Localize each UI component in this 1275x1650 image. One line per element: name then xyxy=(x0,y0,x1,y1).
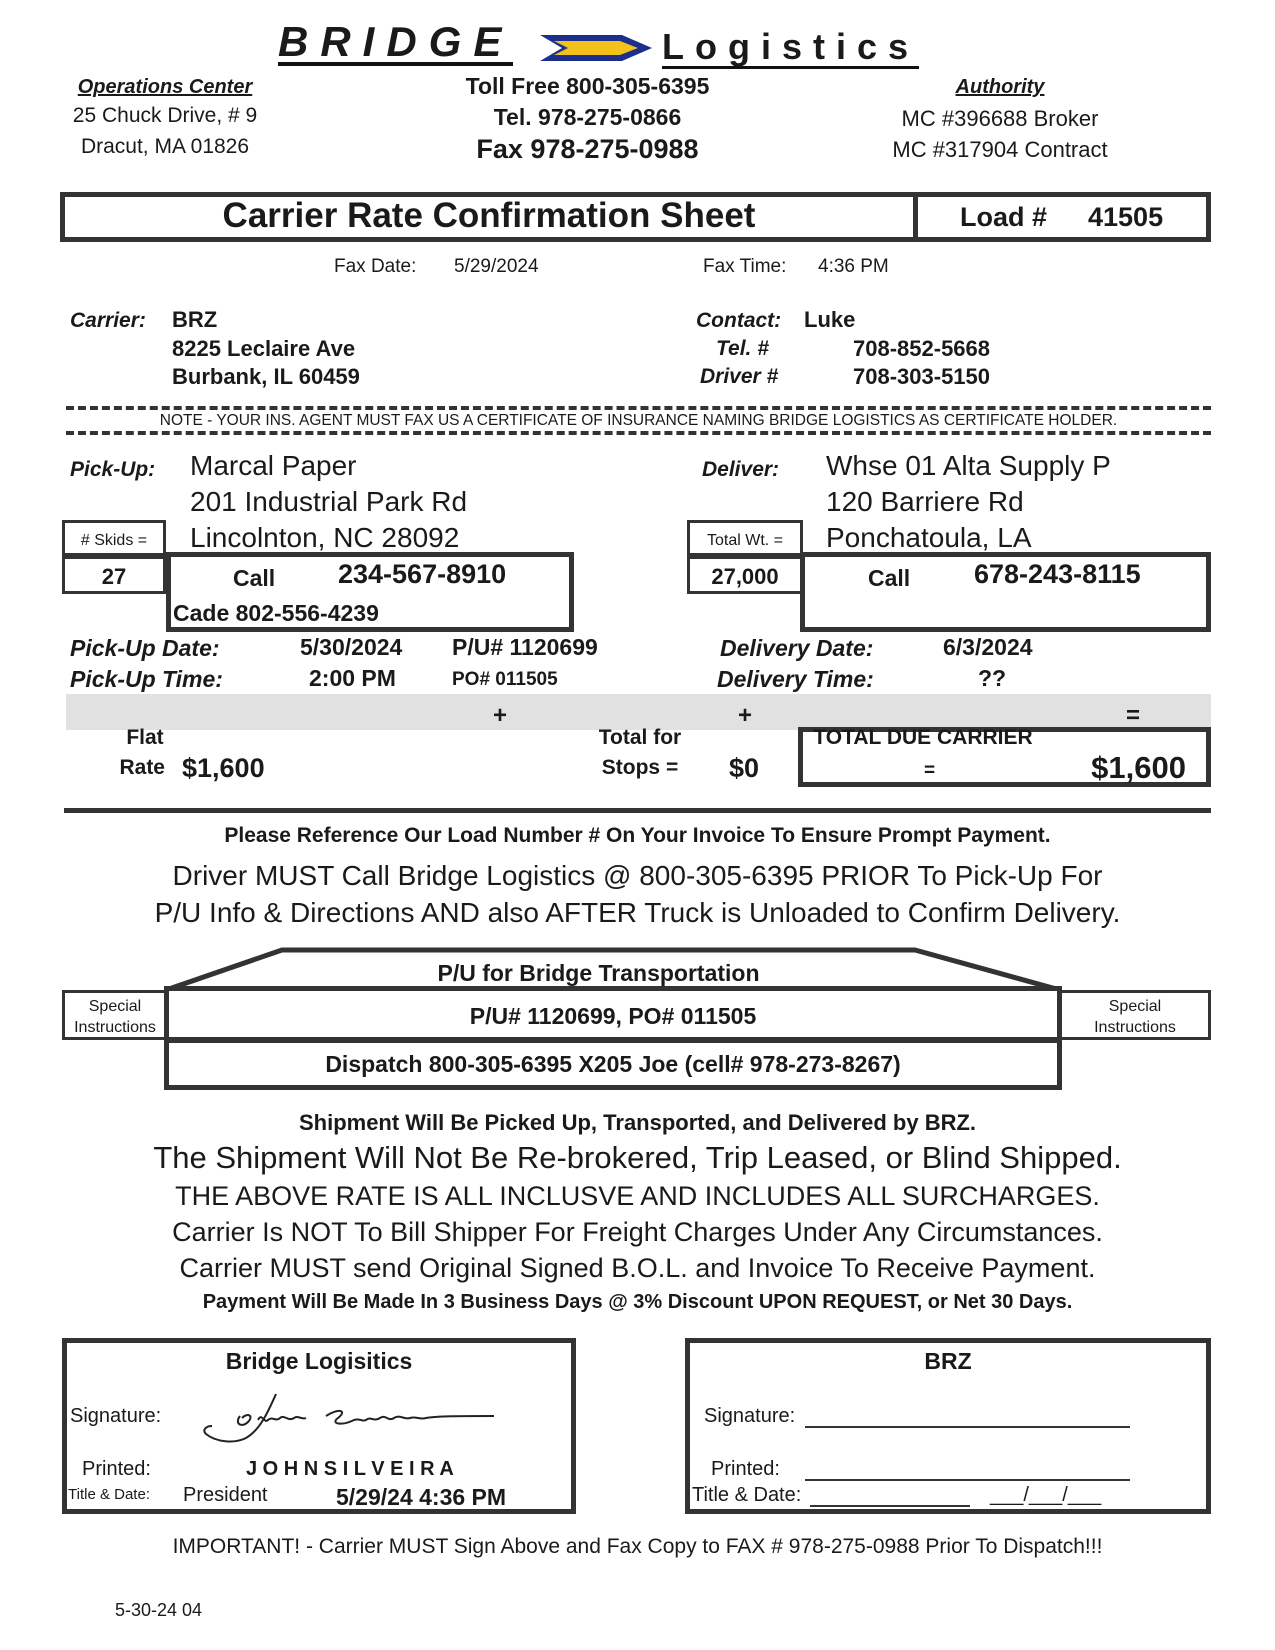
special-right-label-1: Special xyxy=(1108,998,1162,1015)
flat-rate-label-2: Rate xyxy=(119,756,165,779)
note-divider-top xyxy=(66,406,1211,410)
delivery-address1: 120 Barriere Rd xyxy=(826,486,1024,517)
pickup-date: 5/30/2024 xyxy=(300,634,403,660)
contact-name: Luke xyxy=(804,307,856,332)
tel-number: Tel. 978-275-0866 xyxy=(493,104,682,130)
rate-plus-1: + xyxy=(493,702,508,729)
total-due-eq: = xyxy=(924,760,936,781)
carrier-tel-label: Tel. # xyxy=(716,337,769,360)
carrier-title-line[interactable] xyxy=(810,1487,970,1507)
carrier-tel: 708-852-5668 xyxy=(853,336,991,361)
total-due-value: $1,600 xyxy=(1091,750,1186,785)
flat-rate-label-1: Flat xyxy=(126,726,164,749)
logo-arrow-icon xyxy=(540,33,655,68)
reference-note: Please Reference Our Load Number # On Your Invoice To Ensure Prompt Payment. xyxy=(224,824,1051,847)
important-fax-note: IMPORTANT! - Carrier MUST Sign Above and Fax Copy to FAX # 978-275-0988 Prior To Dispatch!!! xyxy=(172,1535,1103,1558)
stops-label-2: Stops = xyxy=(601,756,679,779)
terms-line1: Shipment Will Be Picked Up, Transported, and Delivered by BRZ. xyxy=(298,1110,977,1135)
pickup-call-label: Call xyxy=(233,565,276,591)
authority-contract: MC #317904 Contract xyxy=(892,137,1108,162)
carrier-date-blank[interactable]: ___/___/___ xyxy=(990,1484,1102,1506)
weight-value: 27,000 xyxy=(711,564,779,589)
special-left-label-1: Special xyxy=(88,998,142,1015)
fax-time-label: Fax Time: xyxy=(703,256,787,277)
footer-code: 5-30-24 04 xyxy=(115,1600,203,1620)
carrier-signature-line[interactable] xyxy=(805,1408,1130,1428)
carrier-name: BRZ xyxy=(172,307,218,332)
logo-logistics: Logistics xyxy=(662,26,920,67)
note-divider-bottom xyxy=(66,431,1211,435)
pickup-call-number: 234-567-8910 xyxy=(338,559,507,589)
weight-label: Total Wt. = xyxy=(706,532,784,549)
fax-number: Fax 978-275-0988 xyxy=(476,134,699,164)
load-number-label: Load # xyxy=(960,202,1048,232)
broker-signature-title: Bridge Logisitics xyxy=(225,1348,413,1374)
page-title: Carrier Rate Confirmation Sheet xyxy=(222,196,756,235)
terms-line2: The Shipment Will Not Be Re-brokered, Trip Leased, or Blind Shipped. xyxy=(153,1140,1122,1175)
ops-center-title: Operations Center xyxy=(77,76,253,98)
pickup-label: Pick-Up: xyxy=(70,458,156,481)
flat-rate-value: $1,600 xyxy=(182,753,265,783)
driver-label: Driver # xyxy=(700,365,779,388)
pickup-name: Marcal Paper xyxy=(190,450,357,481)
broker-printed-name: J O H N S I L V E I R A xyxy=(246,1458,454,1480)
pickup-date-label: Pick-Up Date: xyxy=(70,635,220,661)
carrier-signature-title: BRZ xyxy=(924,1348,972,1374)
carrier-title-date-label: Title & Date: xyxy=(692,1484,802,1506)
carrier-label: Carrier: xyxy=(70,309,146,332)
delivery-time: ?? xyxy=(978,665,1007,691)
carrier-printed-line[interactable] xyxy=(805,1461,1130,1481)
stops-value: $0 xyxy=(729,753,760,783)
special-line1: P/U# 1120699, PO# 011505 xyxy=(469,1003,757,1029)
fax-date-label: Fax Date: xyxy=(334,256,417,277)
driver-call-line2: P/U Info & Directions AND also AFTER Truck is Unloaded to Confirm Delivery. xyxy=(154,897,1121,928)
pickup-address2: Lincolnton, NC 28092 xyxy=(190,522,460,553)
load-number-box xyxy=(913,192,1211,242)
rate-equals: = xyxy=(1126,702,1141,729)
skids-value: 27 xyxy=(101,564,127,589)
pickup-time-label: Pick-Up Time: xyxy=(70,666,223,692)
broker-title-date-label: Title & Date: xyxy=(68,1486,150,1503)
delivery-call-number: 678-243-8115 xyxy=(974,559,1141,589)
broker-printed-label: Printed: xyxy=(82,1458,151,1480)
authority-title: Authority xyxy=(955,76,1045,98)
delivery-address2: Ponchatoula, LA xyxy=(826,522,1032,553)
delivery-date-label: Delivery Date: xyxy=(720,635,874,661)
logo-bridge: BRIDGE xyxy=(278,18,514,65)
fax-time: 4:36 PM xyxy=(818,256,889,277)
delivery-name: Whse 01 Alta Supply P xyxy=(826,450,1111,481)
load-number: 41505 xyxy=(1088,202,1164,232)
pickup-pu-number: P/U# 1120699 xyxy=(452,634,598,660)
ops-address-line2: Dracut, MA 01826 xyxy=(80,135,250,158)
special-heading: P/U for Bridge Transportation xyxy=(437,960,760,986)
pickup-po-number: PO# 011505 xyxy=(452,669,558,690)
authority-broker: MC #396688 Broker xyxy=(901,106,1099,131)
rates-divider xyxy=(64,808,1211,813)
terms-line6: Payment Will Be Made In 3 Business Days @ 3% Discount UPON REQUEST, or Net 30 Days. xyxy=(202,1291,1073,1313)
terms-line3: THE ABOVE RATE IS ALL INCLUSVE AND INCLUDES ALL SURCHARGES. xyxy=(175,1181,1100,1211)
insurance-note: NOTE - YOUR INS. AGENT MUST FAX US A CERTIFICATE OF INSURANCE NAMING BRIDGE LOGISTICS AS CERTIFICATE HOLDER. xyxy=(159,412,1118,429)
delivery-date: 6/3/2024 xyxy=(943,634,1033,660)
carrier-address1: 8225 Leclaire Ave xyxy=(172,336,356,361)
ops-address-line1: 25 Chuck Drive, # 9 xyxy=(72,104,258,127)
contact-label: Contact: xyxy=(696,309,782,332)
broker-date: 5/29/24 4:36 PM xyxy=(336,1484,507,1510)
rate-plus-2: + xyxy=(738,702,753,729)
toll-free-number: Toll Free 800-305-6395 xyxy=(465,73,710,99)
carrier-signature-label: Signature: xyxy=(704,1405,796,1427)
special-left-label-2: Instructions xyxy=(74,1019,156,1036)
carrier-printed-label: Printed: xyxy=(711,1458,780,1480)
broker-signature-label: Signature: xyxy=(70,1405,162,1427)
delivery-time-label: Delivery Time: xyxy=(717,666,874,692)
total-due-label: TOTAL DUE CARRIER xyxy=(813,726,1033,749)
stops-label-1: Total for xyxy=(598,726,682,749)
pickup-time: 2:00 PM xyxy=(309,665,396,691)
special-line2: Dispatch 800-305-6395 X205 Joe (cell# 978-273-8267) xyxy=(325,1051,901,1077)
rate-bar xyxy=(66,694,1211,730)
carrier-address2: Burbank, IL 60459 xyxy=(172,364,360,389)
delivery-call-label: Call xyxy=(868,565,911,591)
fax-date: 5/29/2024 xyxy=(454,256,539,277)
broker-title: President xyxy=(183,1484,268,1506)
broker-signature-image xyxy=(198,1382,498,1457)
pickup-address1: 201 Industrial Park Rd xyxy=(190,486,468,517)
driver-call-line1: Driver MUST Call Bridge Logistics @ 800-305-6395 PRIOR To Pick-Up For xyxy=(172,860,1103,891)
terms-line4: Carrier Is NOT To Bill Shipper For Freight Charges Under Any Circumstances. xyxy=(172,1217,1103,1247)
special-right-label-2: Instructions xyxy=(1094,1019,1176,1036)
delivery-label: Deliver: xyxy=(702,458,780,481)
driver-phone: 708-303-5150 xyxy=(853,364,991,389)
terms-line5: Carrier MUST send Original Signed B.O.L. and Invoice To Receive Payment. xyxy=(179,1253,1096,1283)
skids-label: # Skids = xyxy=(80,532,148,549)
pickup-cade: Cade 802-556-4239 xyxy=(173,600,379,626)
